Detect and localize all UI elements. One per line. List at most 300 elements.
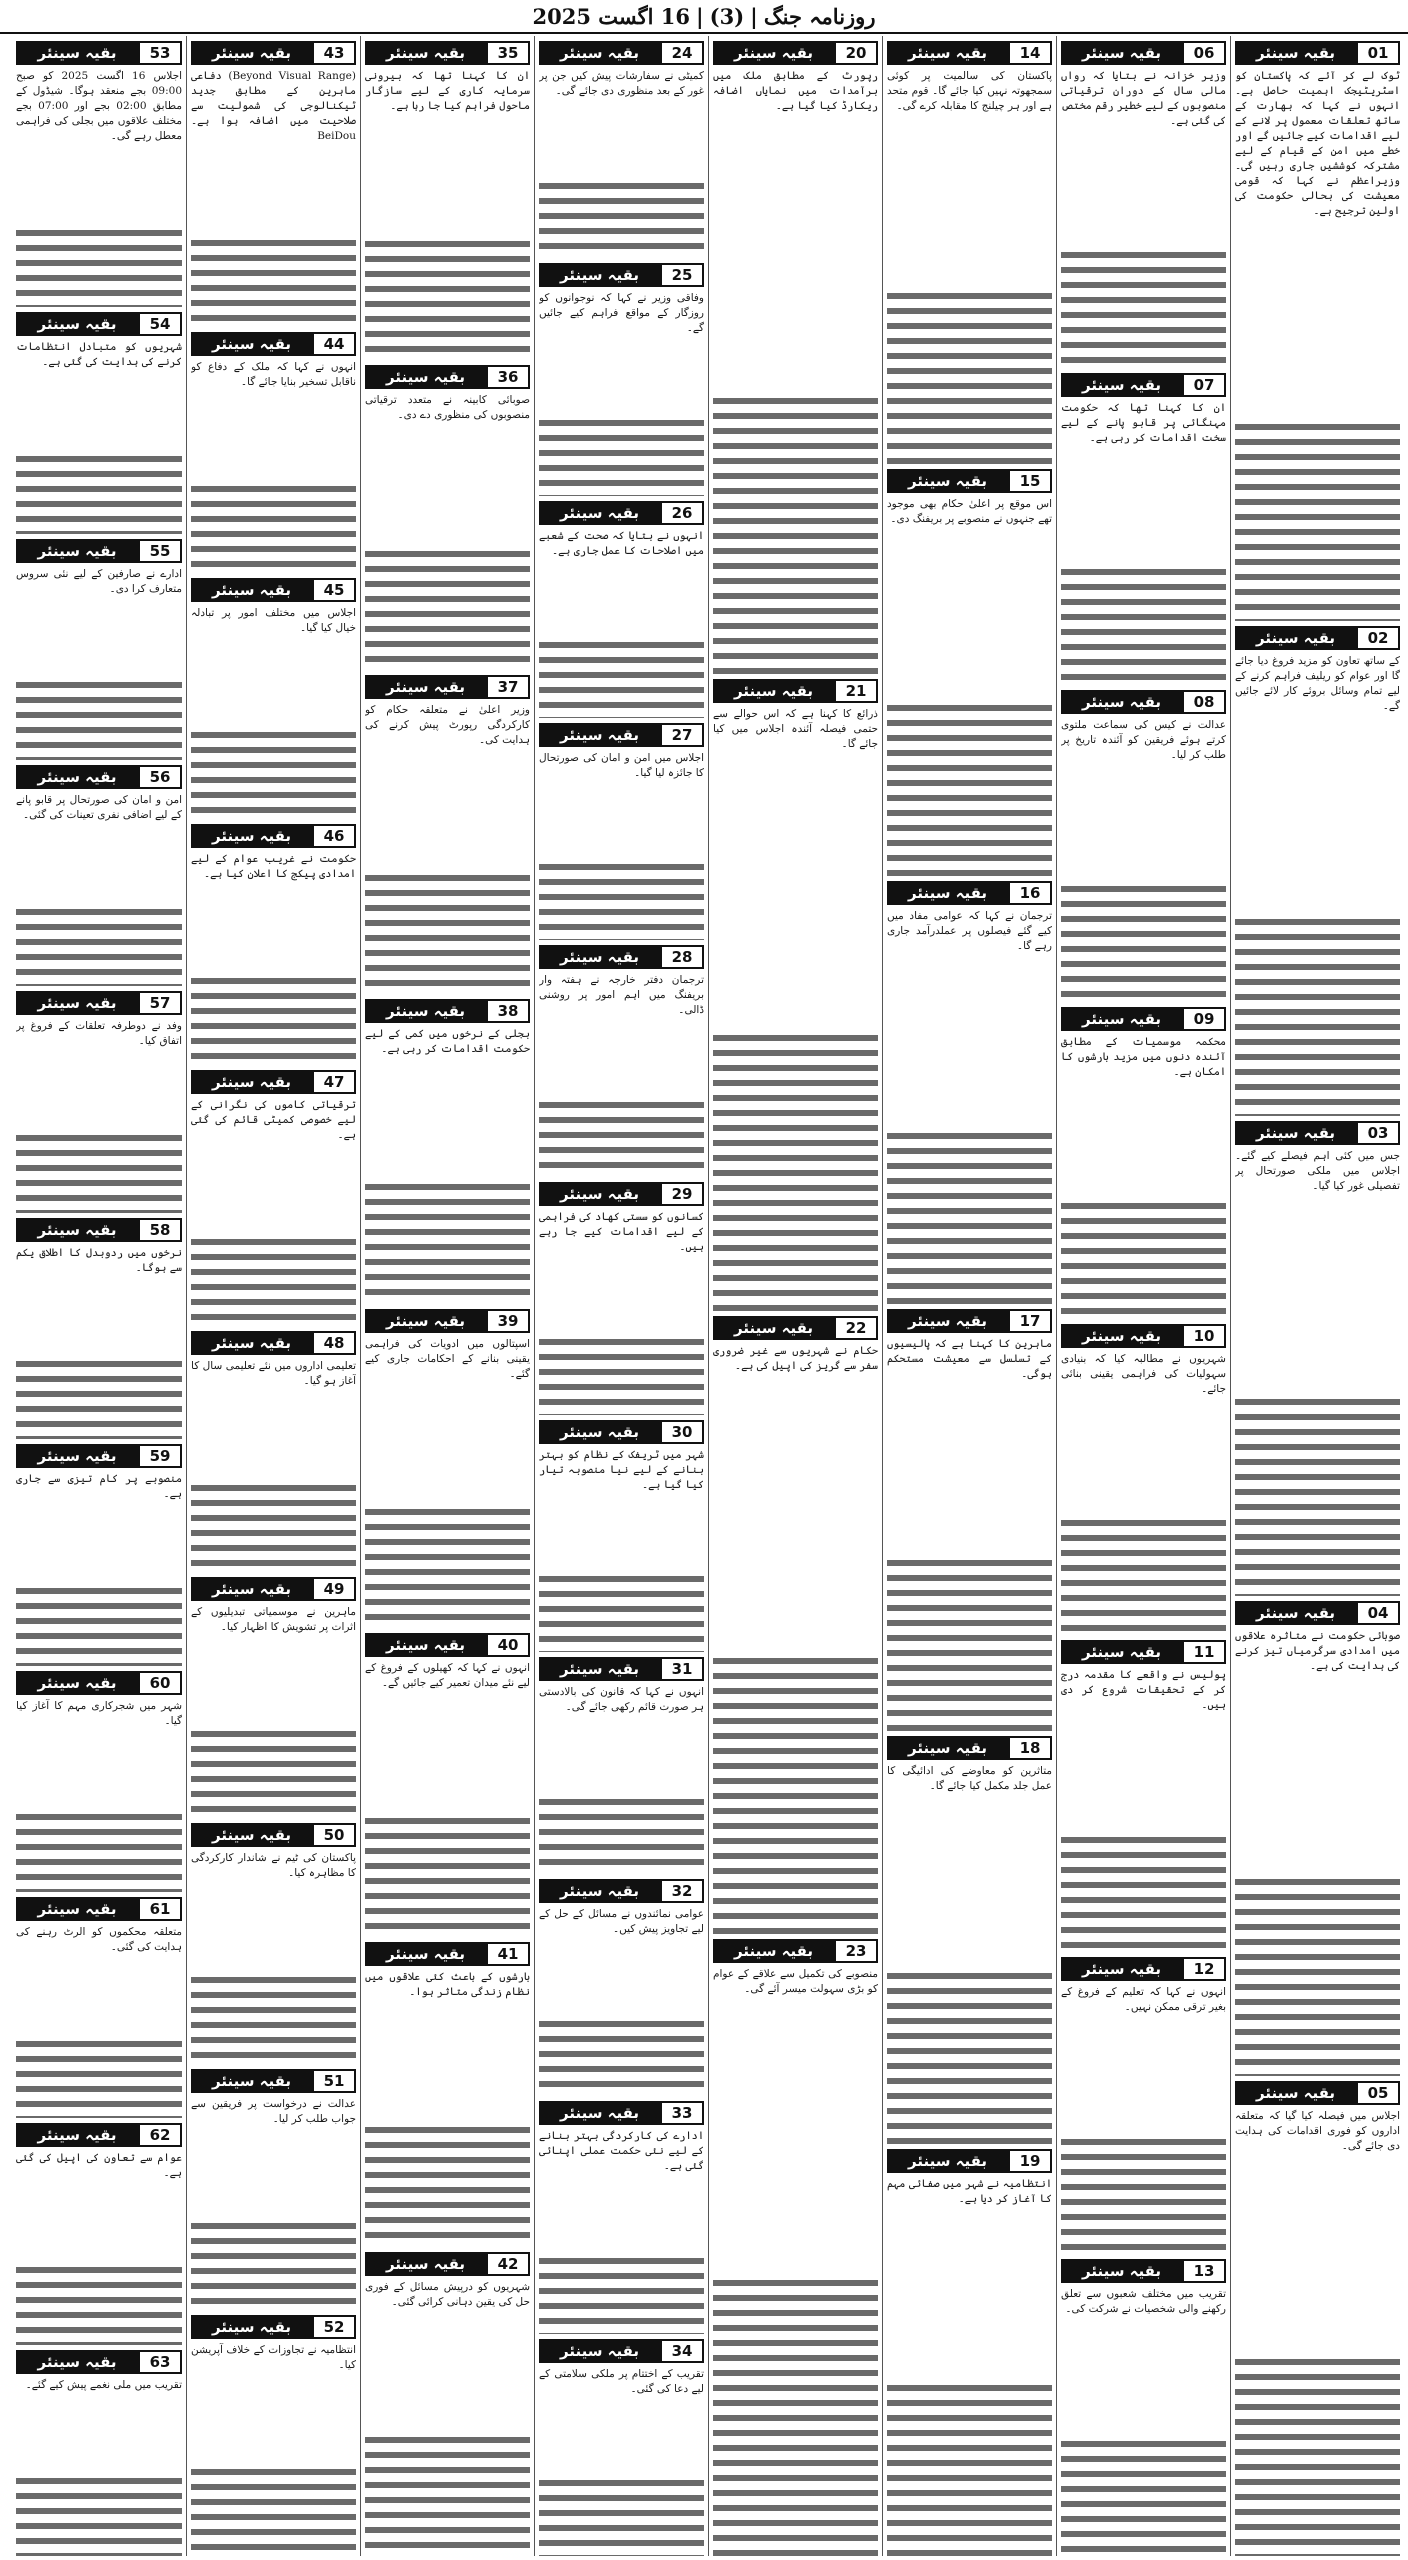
block-number: 32	[660, 1879, 704, 1903]
block-text: رپورٹ کے مطابق ملک میں برآمدات میں نمایاں اضافہ ریکارڈ کیا گیا ہے۔	[713, 70, 878, 112]
block-label: بقیہ سینئر	[191, 2069, 312, 2093]
continuation-block	[1235, 2076, 1400, 2556]
continuation-block	[713, 1934, 878, 2557]
block-header	[16, 40, 182, 66]
block-header	[1061, 1639, 1226, 1665]
continuation-block	[1235, 621, 1400, 1116]
block-header	[539, 40, 704, 66]
block-number: 09	[1182, 1007, 1226, 1031]
column-1	[1230, 36, 1404, 2556]
block-number: 38	[486, 999, 530, 1023]
block-label: بقیہ سینئر	[16, 41, 138, 65]
block-text: شہر میں شجرکاری مہم کا آغاز کیا گیا۔	[16, 1699, 182, 1727]
continuation-block	[887, 464, 1052, 877]
continuation-block	[191, 1065, 356, 1326]
block-label: بقیہ سینئر	[191, 578, 312, 602]
block-text: اجلاس میں فیصلہ کیا گیا کہ متعلقہ اداروں کو فوری اقدامات کی ہدایت دی جائے گی۔	[1235, 2110, 1400, 2152]
block-label: بقیہ سینئر	[1235, 2081, 1356, 2105]
block-label: بقیہ سینئر	[191, 1823, 312, 1847]
block-label: بقیہ سینئر	[1061, 1007, 1182, 1031]
article-text-lines	[713, 2276, 878, 2556]
column-5	[534, 36, 708, 2556]
article-text-lines	[16, 1584, 182, 1666]
article-text-lines	[191, 1973, 356, 2065]
continuation-block	[1061, 685, 1226, 1002]
block-header	[365, 2251, 530, 2277]
block-number: 44	[312, 332, 356, 356]
block-text: اس موقع پر اعلیٰ حکام بھی موجود تھے جنہوں نے منصوبے پر بریفنگ دی۔	[887, 497, 1052, 525]
block-header	[365, 1632, 530, 1658]
block-text: محکمہ موسمیات کے مطابق آئندہ دنوں میں مزید بارشوں کا امکان ہے۔	[1061, 1035, 1226, 1078]
article-text-lines	[191, 1235, 356, 1327]
block-text: کسانوں کو سستی کھاد کی فراہمی کے لیے اقدامات کیے جا رہے ہیں۔	[539, 1211, 704, 1254]
continuation-block	[16, 760, 182, 986]
block-text: اسپتالوں میں ادویات کی فراہمی یقینی بنانے کے احکامات جاری کیے گئے۔	[365, 1337, 530, 1380]
block-label: بقیہ سینئر	[1235, 1601, 1356, 1625]
block-number: 54	[138, 312, 182, 336]
article-text-lines	[1235, 1395, 1400, 1596]
block-header	[887, 1735, 1052, 1761]
newspaper-columns	[4, 36, 1404, 2556]
block-text: کے ساتھ تعاون کو مزید فروغ دیا جائے گا اور عوام کو ریلیف فراہم کرنے کے لیے تمام وسائل بروئے کار لائے جائیں گے۔	[1235, 655, 1400, 712]
article-text-lines	[365, 1505, 530, 1628]
block-text: منصوبے پر کام تیزی سے جاری ہے۔	[16, 1473, 182, 1501]
block-header	[191, 1330, 356, 1356]
block-label: بقیہ سینئر	[1235, 1121, 1356, 1145]
block-header	[1061, 1956, 1226, 1982]
continuation-block	[365, 1937, 530, 2246]
continuation-block	[16, 1439, 182, 1665]
block-number: 30	[660, 1420, 704, 1444]
continuation-block	[539, 1177, 704, 1414]
column-8	[12, 36, 186, 2556]
block-number: 16	[1008, 881, 1052, 905]
block-text: انہوں نے کہا کہ کھیلوں کے فروغ کے لیے نئے میدان تعمیر کیے جائیں گے۔	[365, 1661, 530, 1689]
block-text: ٹوک لے کر آئے کہ پاکستان کو اسٹریٹیجک اہمیت حاصل ہے۔ انہوں نے کہا کہ بھارت کے ساتھ تعلقات معمول پر لانے کے لیے اقدامات کیے جائیں گے اور خطے میں امن کے قیام کے لیے مشترکہ کوششیں جاری رہیں گی۔ وزیراعظم نے کہا کہ قومی معیشت کی بحالی حکومت کی اولین ترجیح ہے۔	[1235, 70, 1400, 217]
block-number: 03	[1356, 1121, 1400, 1145]
article-text-lines	[713, 394, 878, 674]
block-text: انہوں نے کہا کہ ملک کے دفاع کو ناقابل تسخیر بنایا جائے گا۔	[191, 361, 356, 388]
block-text: متاثرین کو معاوضے کی ادائیگی کا عمل جلد مکمل کیا جائے گا۔	[887, 1765, 1052, 1792]
continuation-block	[191, 573, 356, 819]
block-text: وفد نے دوطرفہ تعلقات کے فروغ پر اتفاق کیا۔	[16, 1020, 182, 1048]
continuation-block	[1235, 1596, 1400, 2076]
continuation-block	[887, 1304, 1052, 1732]
block-number: 14	[1008, 41, 1052, 65]
block-label: بقیہ سینئر	[1061, 2259, 1182, 2283]
block-number: 17	[1008, 1309, 1052, 1333]
block-number: 26	[660, 501, 704, 525]
continuation-block	[191, 2064, 356, 2310]
masthead-date: 16 اگست 2025	[532, 3, 691, 29]
block-label: بقیہ سینئر	[365, 675, 486, 699]
block-number: 56	[138, 765, 182, 789]
block-header	[539, 500, 704, 526]
block-header	[191, 823, 356, 849]
block-header	[16, 1896, 182, 1922]
block-text: منصوبے کی تکمیل سے علاقے کے عوام کو بڑی سہولت میسر آئے گی۔	[713, 1967, 878, 1995]
block-label: بقیہ سینئر	[887, 41, 1008, 65]
article-text-lines	[365, 1180, 530, 1303]
block-label: بقیہ سینئر	[1235, 626, 1356, 650]
block-header	[539, 944, 704, 970]
column-7	[186, 36, 360, 2556]
block-text: وزیر خزانہ نے بتایا کہ رواں مالی سال کے دوران ترقیاتی منصوبوں کے لیے خطیر رقم مختص کی گئی ہے۔	[1061, 70, 1226, 127]
block-text: ان کا کہنا تھا کہ بیرونی سرمایہ کاری کے لیے سازگار ماحول فراہم کیا جا رہا ہے۔	[365, 70, 530, 112]
block-number: 05	[1356, 2081, 1400, 2105]
block-header	[713, 1315, 878, 1341]
block-header	[1235, 625, 1400, 651]
continuation-block	[365, 1304, 530, 1628]
block-header	[539, 262, 704, 288]
block-label: بقیہ سینئر	[16, 1897, 138, 1921]
block-number: 29	[660, 1182, 704, 1206]
block-header	[1235, 1120, 1400, 1146]
block-number: 51	[312, 2069, 356, 2093]
continuation-block	[191, 1572, 356, 1818]
block-header	[713, 40, 878, 66]
block-text: کمیٹی نے سفارشات پیش کیں جن پر غور کے بعد منظوری دی جائے گی۔	[539, 70, 704, 97]
block-header	[191, 331, 356, 357]
block-label: بقیہ سینئر	[191, 332, 312, 356]
block-text: شہریوں نے مطالبہ کیا کہ بنیادی سہولیات کی فراہمی یقینی بنائی جائے۔	[1061, 1352, 1226, 1395]
block-label: بقیہ سینئر	[16, 2350, 138, 2374]
block-header	[1061, 1323, 1226, 1349]
block-label: بقیہ سینئر	[16, 1444, 138, 1468]
block-text: پاکستان کی سالمیت پر کوئی سمجھوتہ نہیں کیا جائے گا۔ قوم متحد ہے اور ہر چیلنج کا مقابلہ کرے گی۔	[887, 70, 1052, 112]
continuation-block	[191, 2310, 356, 2556]
block-label: بقیہ سینئر	[539, 2339, 660, 2363]
continuation-block	[1061, 1635, 1226, 1952]
block-text: ذرائع کا کہنا ہے کہ اس حوالے سے حتمی فیصلہ آئندہ اجلاس میں کیا جائے گا۔	[713, 707, 878, 750]
article-text-lines	[539, 2017, 704, 2097]
article-text-lines	[1061, 882, 1226, 1001]
article-text-lines	[16, 1357, 182, 1439]
block-label: بقیہ سینئر	[887, 881, 1008, 905]
block-number: 22	[834, 1316, 878, 1340]
block-header	[191, 2068, 356, 2094]
continuation-block	[539, 258, 704, 495]
block-header	[539, 2338, 704, 2364]
article-text-lines	[887, 701, 1052, 876]
continuation-block	[16, 36, 182, 307]
continuation-block	[16, 534, 182, 760]
continuation-block	[191, 36, 356, 327]
block-header	[16, 2349, 182, 2375]
block-number: 40	[486, 1633, 530, 1657]
block-header	[539, 2100, 704, 2126]
article-text-lines	[1235, 915, 1400, 1116]
block-label: بقیہ سینئر	[887, 1736, 1008, 1760]
block-text: وفاقی وزیر نے کہا کہ نوجوانوں کو روزگار کے مواقع فراہم کیے جائیں گے۔	[539, 292, 704, 335]
block-text: حکومت نے غریب عوام کے لیے امدادی پیکج کا اعلان کیا ہے۔	[191, 853, 356, 880]
article-text-lines	[16, 2263, 182, 2345]
block-header	[191, 40, 356, 66]
block-header	[365, 998, 530, 1024]
block-number: 07	[1182, 373, 1226, 397]
block-label: بقیہ سینئر	[16, 1218, 138, 1242]
block-label: بقیہ سینئر	[1061, 1640, 1182, 1664]
continuation-block	[713, 36, 878, 674]
block-number: 25	[660, 263, 704, 287]
block-number: 01	[1356, 41, 1400, 65]
continuation-block	[1061, 1952, 1226, 2254]
block-label: بقیہ سینئر	[713, 41, 834, 65]
block-number: 59	[138, 1444, 182, 1468]
article-text-lines	[1235, 1875, 1400, 2076]
block-label: بقیہ سینئر	[1061, 1957, 1182, 1981]
block-header	[16, 990, 182, 1016]
masthead: روزنامہ جنگ | (3) | 16 اگست 2025	[0, 0, 1408, 34]
block-number: 61	[138, 1897, 182, 1921]
article-text-lines	[887, 2381, 1052, 2556]
block-number: 35	[486, 41, 530, 65]
continuation-block	[191, 1326, 356, 1572]
continuation-block	[1061, 1002, 1226, 1319]
block-label: بقیہ سینئر	[191, 1070, 312, 1094]
block-label: بقیہ سینئر	[887, 2149, 1008, 2173]
continuation-block	[539, 496, 704, 718]
block-label: بقیہ سینئر	[365, 41, 486, 65]
continuation-block	[191, 1818, 356, 2064]
block-text: انہوں نے کہا کہ تعلیم کے فروغ کے بغیر ترقی ممکن نہیں۔	[1061, 1986, 1226, 2014]
block-text: انتظامیہ نے شہر میں صفائی مہم کا آغاز کر دیا ہے۔	[887, 2177, 1052, 2205]
article-text-lines	[1061, 2437, 1226, 2556]
block-label: بقیہ سینئر	[539, 501, 660, 525]
block-header	[191, 1576, 356, 1602]
block-label: بقیہ سینئر	[1061, 373, 1182, 397]
block-label: بقیہ سینئر	[1061, 1324, 1182, 1348]
block-header	[365, 40, 530, 66]
article-text-lines	[16, 226, 182, 308]
article-text-lines	[191, 1727, 356, 1819]
block-text: تعلیمی اداروں میں نئے تعلیمی سال کا آغاز ہو گیا۔	[191, 1360, 356, 1387]
continuation-block	[539, 2096, 704, 2333]
continuation-block	[16, 1666, 182, 1892]
block-header	[365, 1308, 530, 1334]
block-label: بقیہ سینئر	[539, 263, 660, 287]
block-header	[191, 2314, 356, 2340]
block-header	[191, 1069, 356, 1095]
block-label: بقیہ سینئر	[365, 1633, 486, 1657]
block-number: 18	[1008, 1736, 1052, 1760]
block-label: بقیہ سینئر	[16, 765, 138, 789]
block-header	[191, 577, 356, 603]
continuation-block	[539, 1415, 704, 1652]
continuation-block	[1235, 36, 1400, 621]
block-number: 55	[138, 539, 182, 563]
block-label: بقیہ سینئر	[1235, 41, 1356, 65]
article-text-lines	[887, 1129, 1052, 1304]
block-text: حکام نے شہریوں سے غیر ضروری سفر سے گریز کی اپیل کی ہے۔	[713, 1345, 878, 1372]
block-number: 12	[1182, 1957, 1226, 1981]
block-header	[539, 1878, 704, 1904]
block-header	[887, 468, 1052, 494]
block-label: بقیہ سینئر	[16, 312, 138, 336]
article-text-lines	[191, 974, 356, 1066]
continuation-block	[1061, 1319, 1226, 1636]
article-text-lines	[365, 2123, 530, 2246]
article-text-lines	[539, 860, 704, 940]
block-text: پاکستان کی ٹیم نے شاندار کارکردگی کا مظاہرہ کیا۔	[191, 1852, 356, 1879]
article-text-lines	[365, 237, 530, 360]
block-label: بقیہ سینئر	[191, 1331, 312, 1355]
article-text-lines	[539, 1795, 704, 1875]
continuation-block	[365, 2247, 530, 2556]
continuation-block	[539, 36, 704, 258]
block-number: 62	[138, 2123, 182, 2147]
block-text: جس میں کئی اہم فیصلے کیے گئے۔ اجلاس میں ملکی صورتحال پر تفصیلی غور کیا گیا۔	[1235, 1150, 1400, 1192]
block-text: تقریب کے اختتام پر ملکی سلامتی کے لیے دعا کی گئی۔	[539, 2367, 704, 2395]
block-header	[16, 1670, 182, 1696]
block-text: تقریب میں ملی نغمے پیش کیے گئے۔	[25, 2378, 182, 2391]
article-text-lines	[16, 678, 182, 760]
block-text: انہوں نے بتایا کہ صحت کے شعبے میں اصلاحات کا عمل جاری ہے۔	[539, 529, 704, 557]
continuation-block	[887, 1731, 1052, 2144]
article-text-lines	[1061, 248, 1226, 367]
block-number: 45	[312, 578, 356, 602]
block-label: بقیہ سینئر	[1061, 41, 1182, 65]
block-header	[713, 1938, 878, 1964]
block-number: 10	[1182, 1324, 1226, 1348]
article-text-lines	[365, 2433, 530, 2556]
continuation-block	[365, 994, 530, 1303]
article-text-lines	[191, 482, 356, 574]
article-text-lines	[539, 2254, 704, 2334]
continuation-block	[365, 360, 530, 669]
block-number: 58	[138, 1218, 182, 1242]
article-text-lines	[539, 1572, 704, 1652]
block-label: بقیہ سینئر	[887, 1309, 1008, 1333]
block-text: شہریوں کو درپیش مسائل کے فوری حل کی یقین دہانی کرائی گئی۔	[365, 2280, 530, 2308]
block-number: 02	[1356, 626, 1400, 650]
article-text-lines	[16, 452, 182, 534]
block-header	[1061, 1006, 1226, 1032]
block-text: اجلاس میں امن و امان کی صورتحال کا جائزہ لیا گیا۔	[539, 751, 704, 779]
block-number: 57	[138, 991, 182, 1015]
article-text-lines	[16, 905, 182, 987]
block-number: 23	[834, 1939, 878, 1963]
block-header	[539, 1419, 704, 1445]
block-label: بقیہ سینئر	[191, 824, 312, 848]
block-number: 46	[312, 824, 356, 848]
block-text: پولیس نے واقعے کا مقدمہ درج کر کے تحقیقات شروع کر دی ہیں۔	[1061, 1669, 1226, 1712]
article-text-lines	[365, 547, 530, 670]
article-text-lines	[16, 1131, 182, 1213]
article-text-lines	[191, 1481, 356, 1573]
block-label: بقیہ سینئر	[365, 365, 486, 389]
continuation-block	[16, 307, 182, 533]
block-text: تقریب میں مختلف شعبوں سے تعلق رکھنے والی شخصیات نے شرکت کی۔	[1061, 2288, 1226, 2316]
block-header	[365, 364, 530, 390]
column-2	[1056, 36, 1230, 2556]
block-number: 11	[1182, 1640, 1226, 1664]
continuation-block	[365, 1628, 530, 1937]
masthead-paper: روزنامہ جنگ	[763, 3, 876, 29]
block-text: اجلاس 16 اگست 2025 کو صبح 09:00 بجے منعقد ہوگا۔ شیڈول کے مطابق 02:00 بجے اور 07:00 بجے مختلف علاقوں میں بجلی کی فراہمی معطل رہے گی۔	[16, 70, 182, 142]
block-label: بقیہ سینئر	[713, 1316, 834, 1340]
continuation-block	[539, 1874, 704, 2096]
block-header	[1235, 2080, 1400, 2106]
article-text-lines	[191, 2219, 356, 2311]
block-number: 49	[312, 1577, 356, 1601]
block-label: بقیہ سینئر	[365, 1942, 486, 1966]
article-text-lines	[887, 1556, 1052, 1731]
block-number: 50	[312, 1823, 356, 1847]
block-header	[16, 764, 182, 790]
continuation-block	[16, 986, 182, 1212]
block-header	[1235, 40, 1400, 66]
article-text-lines	[191, 236, 356, 328]
block-label: بقیہ سینئر	[539, 41, 660, 65]
block-text: ادارے نے صارفین کے لیے نئی سروس متعارف کرا دی۔	[16, 567, 182, 595]
article-text-lines	[1235, 420, 1400, 621]
continuation-block	[539, 1652, 704, 1874]
block-header	[16, 538, 182, 564]
article-text-lines	[887, 289, 1052, 464]
block-number: 28	[660, 945, 704, 969]
block-number: 24	[660, 41, 704, 65]
block-number: 13	[1182, 2259, 1226, 2283]
continuation-block	[887, 2144, 1052, 2557]
block-number: 19	[1008, 2149, 1052, 2173]
block-text: صوبائی کابینہ نے متعدد ترقیاتی منصوبوں کی منظوری دے دی۔	[365, 394, 530, 422]
block-header	[1235, 1600, 1400, 1626]
block-header	[539, 722, 704, 748]
continuation-block	[887, 876, 1052, 1304]
block-label: بقیہ سینئر	[539, 1879, 660, 1903]
continuation-block	[1061, 36, 1226, 368]
block-label: بقیہ سینئر	[16, 991, 138, 1015]
block-text: ماہرین نے موسمیاتی تبدیلیوں کے اثرات پر تشویش کا اظہار کیا۔	[191, 1606, 356, 1633]
block-label: بقیہ سینئر	[887, 469, 1008, 493]
block-header	[539, 1656, 704, 1682]
column-4	[708, 36, 882, 2556]
masthead-volume: (3)	[709, 3, 745, 29]
continuation-block	[887, 36, 1052, 464]
continuation-block	[1061, 368, 1226, 685]
block-header	[1061, 40, 1226, 66]
block-text: اجلاس میں مختلف امور پر تبادلہ خیال کیا گیا۔	[191, 607, 356, 634]
block-text: (Beyond Visual Range) دفاعی ماہرین کے مطابق جدید ٹیکنالوجی کی شمولیت سے صلاحیت میں اضافہ ہوا ہے۔ BeiDou	[191, 70, 356, 142]
block-number: 20	[834, 41, 878, 65]
block-label: بقیہ سینئر	[713, 679, 834, 703]
block-text: عدالت نے درخواست پر فریقین سے جواب طلب کر لیا۔	[191, 2098, 356, 2125]
block-header	[1061, 689, 1226, 715]
block-text: ترجمان دفتر خارجہ نے ہفتہ وار بریفنگ میں اہم امور پر روشنی ڈالی۔	[539, 974, 704, 1017]
block-text: امن و امان کی صورتحال پر قابو پانے کے لیے اضافی نفری تعینات کی گئی۔	[16, 794, 182, 822]
article-text-lines	[887, 1969, 1052, 2144]
continuation-block	[1235, 1116, 1400, 1596]
article-text-lines	[365, 1814, 530, 1937]
block-header	[887, 880, 1052, 906]
block-label: بقیہ سینئر	[16, 2123, 138, 2147]
block-text: ادارے کی کارکردگی بہتر بنانے کے لیے نئی حکمت عملی اپنائی گئی ہے۔	[539, 2130, 704, 2173]
block-number: 36	[486, 365, 530, 389]
block-label: بقیہ سینئر	[713, 1939, 834, 1963]
continuation-block	[539, 940, 704, 1177]
continuation-block	[1061, 2254, 1226, 2556]
article-text-lines	[713, 1031, 878, 1311]
block-number: 15	[1008, 469, 1052, 493]
block-number: 33	[660, 2101, 704, 2125]
article-text-lines	[1235, 2355, 1400, 2556]
block-label: بقیہ سینئر	[16, 1671, 138, 1695]
block-text: ان کا کہنا تھا کہ حکومت مہنگائی پر قابو پانے کے لیے سخت اقدامات کر رہی ہے۔	[1061, 401, 1226, 444]
block-text: عوام سے تعاون کی اپیل کی گئی ہے۔	[16, 2152, 182, 2180]
block-label: بقیہ سینئر	[1061, 690, 1182, 714]
block-text: عوامی نمائندوں نے مسائل کے حل کے لیے تجاویز پیش کیں۔	[539, 1908, 704, 1936]
